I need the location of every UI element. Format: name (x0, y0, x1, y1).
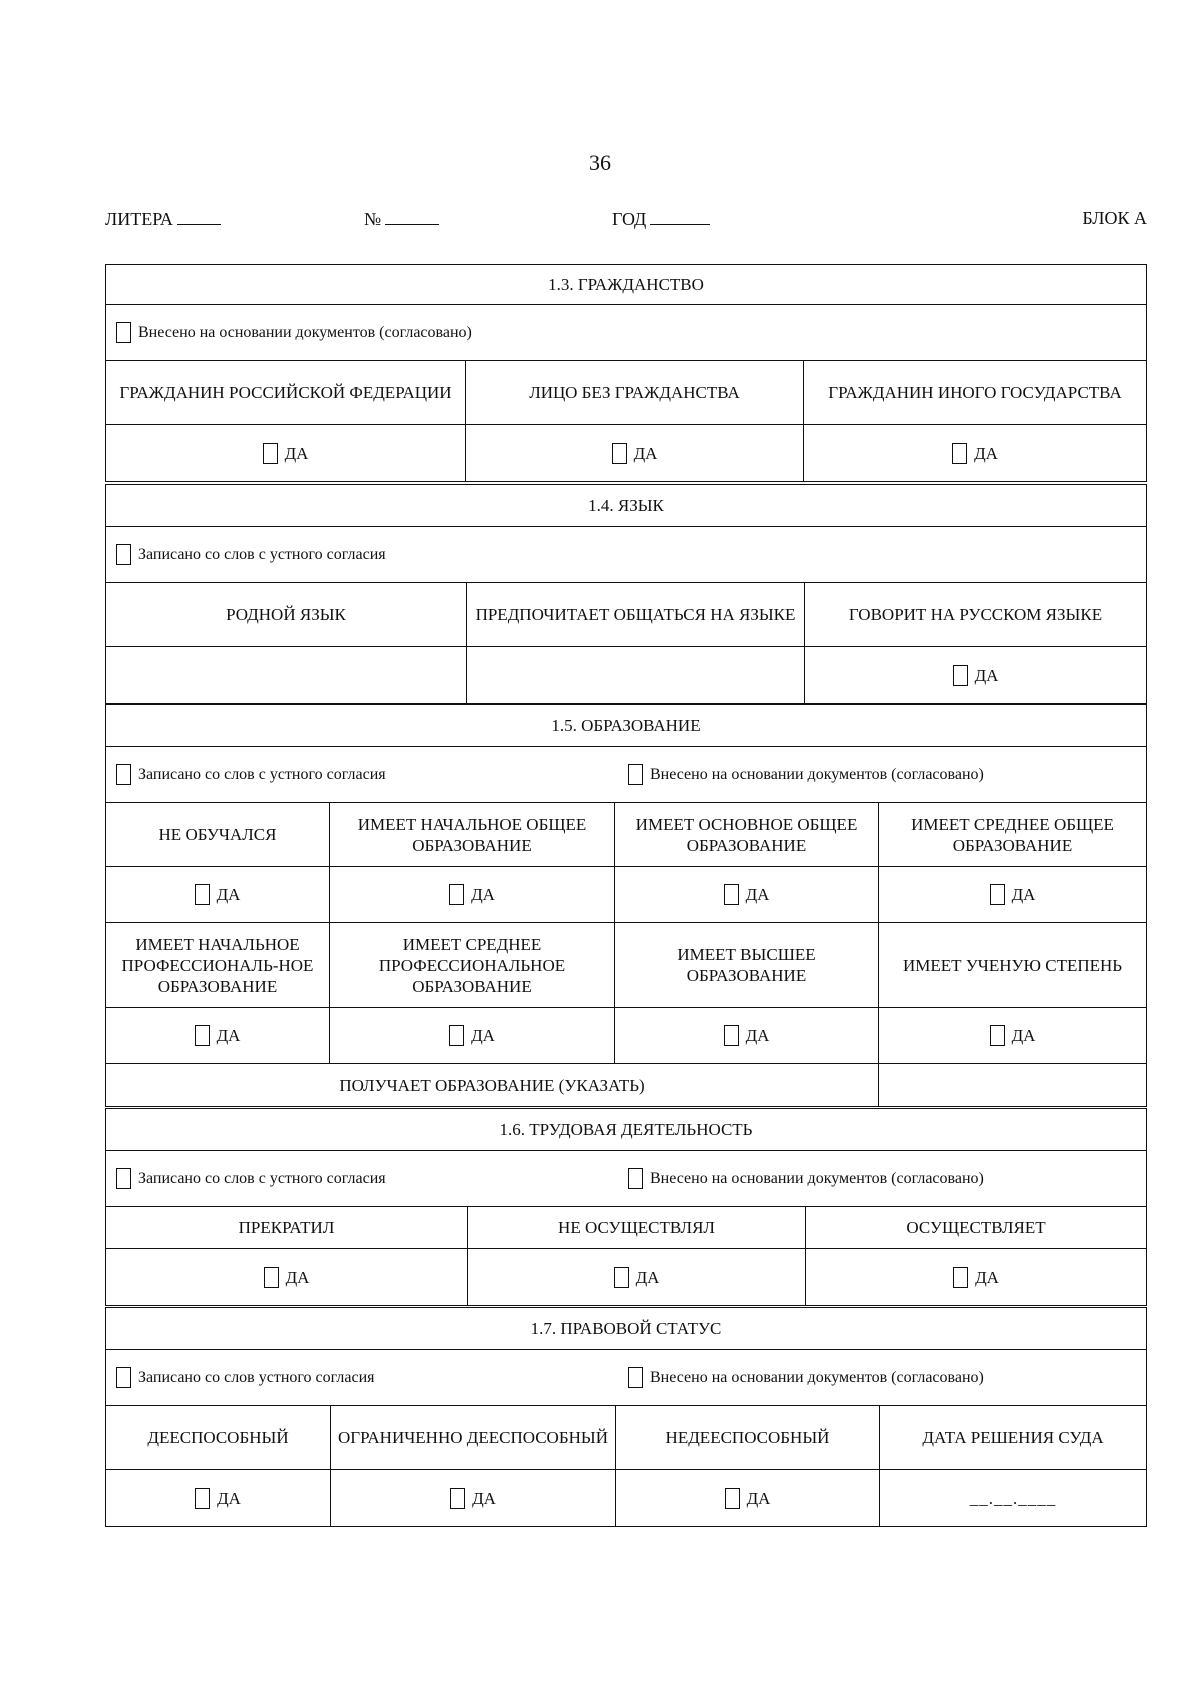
litera-blank[interactable] (177, 208, 221, 225)
checkbox-icon[interactable] (116, 1367, 131, 1388)
checkbox-icon[interactable] (195, 1025, 210, 1046)
checkbox-icon[interactable] (990, 1025, 1005, 1046)
yes-label: ДА (633, 443, 658, 463)
col-incapable: НЕДЕЕСПОСОБНЫЙ (616, 1406, 880, 1469)
yes-checkbox-working[interactable] (953, 1267, 999, 1288)
yes-checkbox-stateless[interactable] (612, 443, 658, 464)
yes-label: ДА (746, 1488, 771, 1508)
col-preferred-language: ПРЕДПОЧИТАЕТ ОБЩАТЬСЯ НА ЯЗЫКЕ (467, 583, 805, 646)
employment-section (105, 1108, 1147, 1306)
legal-status-title: 1.7. ПРАВОВОЙ СТАТУС (530, 1319, 722, 1338)
checkbox-icon[interactable] (614, 1267, 629, 1288)
checkbox-icon[interactable] (116, 544, 131, 565)
education-oral-note[interactable] (116, 764, 628, 785)
checkbox-icon[interactable] (952, 443, 967, 464)
citizenship-section (105, 264, 1147, 482)
yes-checkbox-higher[interactable] (724, 1025, 770, 1046)
language-title: 1.4. ЯЗЫК (588, 496, 664, 515)
yes-label: ДА (745, 885, 770, 904)
checkbox-icon[interactable] (116, 764, 131, 785)
col-secondary-general: ИМЕЕТ СРЕДНЕЕ ОБЩЕЕ ОБРАЗОВАНИЕ (911, 814, 1114, 855)
yes-checkbox-foreign[interactable] (952, 443, 998, 464)
legal-oral-note[interactable] (116, 1367, 628, 1388)
checkbox-icon[interactable] (724, 1025, 739, 1046)
yes-label: ДА (1011, 1026, 1036, 1045)
year-field[interactable] (612, 208, 710, 230)
col-primary-vocational: ИМЕЕТ НАЧАЛЬНОЕ ПРОФЕССИОНАЛЬ-НОЕ ОБРАЗОВАНИЕ (106, 923, 330, 1007)
col-native-language: РОДНОЙ ЯЗЫК (106, 583, 467, 646)
yes-checkbox-degree[interactable] (990, 1025, 1036, 1046)
col-ceased: ПРЕКРАТИЛ (106, 1207, 468, 1248)
checkbox-icon[interactable] (612, 443, 627, 464)
checkbox-icon[interactable] (195, 1488, 210, 1509)
col-academic-degree: ИМЕЕТ УЧЕНУЮ СТЕПЕНЬ (902, 955, 1123, 975)
language-section (105, 484, 1147, 704)
citizenship-docs-note[interactable] (106, 305, 1146, 360)
legal-oral-label: Записано со слов устного согласия (138, 1369, 375, 1386)
yes-checkbox-rf[interactable] (263, 443, 309, 464)
employment-title: 1.6. ТРУДОВАЯ ДЕЯТЕЛЬНОСТЬ (499, 1120, 753, 1139)
col-rf-citizen: ГРАЖДАНИН РОССИЙСКОЙ ФЕДЕРАЦИИ (106, 361, 466, 424)
checkbox-icon[interactable] (449, 1025, 464, 1046)
checkbox-icon[interactable] (725, 1488, 740, 1509)
yes-checkbox-limited[interactable] (450, 1488, 496, 1509)
yes-checkbox-capable[interactable] (195, 1488, 241, 1509)
education-docs-label: Внесено на основании документов (согласовано) (650, 766, 984, 783)
language-oral-note[interactable] (106, 527, 1146, 582)
yes-label: ДА (974, 443, 998, 463)
education-title: 1.5. ОБРАЗОВАНИЕ (551, 716, 701, 735)
checkbox-icon[interactable] (116, 1168, 131, 1189)
checkbox-icon[interactable] (953, 665, 968, 686)
col-secondary-vocational: ИМЕЕТ СРЕДНЕЕ ПРОФЕССИОНАЛЬНОЕ ОБРАЗОВАНИЕ (330, 923, 615, 1007)
col-basic-general: ИМЕЕТ ОСНОВНОЕ ОБЩЕЕ ОБРАЗОВАНИЕ (615, 803, 879, 866)
yes-checkbox-no-education[interactable] (195, 884, 241, 905)
employment-docs-note[interactable] (628, 1168, 1140, 1189)
checkbox-icon[interactable] (628, 1367, 643, 1388)
receiving-education-input[interactable] (879, 1064, 1146, 1106)
number-label: № (364, 209, 382, 229)
yes-label: ДА (285, 1267, 310, 1287)
yes-label: ДА (216, 1026, 241, 1045)
legal-status-section (105, 1307, 1147, 1527)
language-oral-label: Записано со слов с устного согласия (138, 546, 386, 563)
year-label: ГОД (612, 209, 647, 229)
yes-checkbox-ceased[interactable] (264, 1267, 310, 1288)
yes-checkbox-incapable[interactable] (725, 1488, 771, 1509)
col-working: ОСУЩЕСТВЛЯЕТ (906, 1218, 1046, 1237)
yes-checkbox-russian[interactable] (953, 665, 999, 686)
receiving-education-label: ПОЛУЧАЕТ ОБРАЗОВАНИЕ (УКАЗАТЬ) (106, 1064, 879, 1106)
education-section (105, 704, 1147, 1107)
litera-field[interactable] (105, 208, 221, 230)
checkbox-icon[interactable] (449, 884, 464, 905)
court-date-input[interactable]: __.__.____ (969, 1488, 1057, 1508)
checkbox-icon[interactable] (264, 1267, 279, 1288)
employment-oral-label: Записано со слов с устного согласия (138, 1170, 386, 1187)
yes-label: ДА (284, 443, 309, 463)
yes-checkbox-basic-general[interactable] (724, 884, 770, 905)
education-docs-note[interactable] (628, 764, 1140, 785)
yes-label: ДА (975, 1267, 999, 1287)
legal-docs-label: Внесено на основании документов (согласовано) (650, 1369, 984, 1386)
checkbox-icon[interactable] (195, 884, 210, 905)
citizenship-docs-label: Внесено на основании документов (согласовано) (138, 324, 472, 341)
yes-label: ДА (217, 1488, 241, 1508)
employment-docs-label: Внесено на основании документов (согласовано) (650, 1170, 984, 1187)
checkbox-icon[interactable] (116, 322, 131, 343)
col-speaks-russian: ГОВОРИТ НА РУССКОМ ЯЗЫКЕ (848, 605, 1103, 624)
col-higher-education: ИМЕЕТ ВЫСШЕЕ ОБРАЗОВАНИЕ (615, 923, 879, 1007)
preferred-language-input[interactable] (467, 647, 805, 703)
litera-label: ЛИТЕРА (105, 209, 173, 229)
checkbox-icon[interactable] (724, 884, 739, 905)
col-court-date: ДАТА РЕШЕНИЯ СУДА (922, 1428, 1104, 1447)
yes-label: ДА (471, 885, 495, 904)
citizenship-title: 1.3. ГРАЖДАНСТВО (548, 275, 704, 294)
checkbox-icon[interactable] (628, 1168, 643, 1189)
yes-checkbox-never-worked[interactable] (614, 1267, 660, 1288)
legal-docs-note[interactable] (628, 1367, 1140, 1388)
yes-label: ДА (216, 885, 241, 904)
employment-oral-note[interactable] (116, 1168, 628, 1189)
col-stateless: ЛИЦО БЕЗ ГРАЖДАНСТВА (466, 361, 804, 424)
yes-label: ДА (635, 1267, 660, 1287)
year-blank[interactable] (650, 208, 710, 225)
col-never-worked: НЕ ОСУЩЕСТВЛЯЛ (468, 1207, 806, 1248)
education-oral-label: Записано со слов с устного согласия (138, 766, 386, 783)
block-label: БЛОК А (1082, 208, 1147, 228)
yes-label: ДА (472, 1488, 496, 1508)
yes-checkbox-secondary-general[interactable] (990, 884, 1036, 905)
page-number: 36 (589, 150, 611, 175)
yes-label: ДА (745, 1026, 770, 1045)
number-field[interactable] (364, 208, 439, 230)
checkbox-icon[interactable] (263, 443, 278, 464)
checkbox-icon[interactable] (628, 764, 643, 785)
col-foreign-citizen: ГРАЖДАНИН ИНОГО ГОСУДАРСТВА (828, 383, 1122, 402)
yes-checkbox-primary-vocational[interactable] (195, 1025, 241, 1046)
yes-checkbox-secondary-vocational[interactable] (449, 1025, 495, 1046)
checkbox-icon[interactable] (953, 1267, 968, 1288)
col-no-education: НЕ ОБУЧАЛСЯ (106, 803, 330, 866)
checkbox-icon[interactable] (450, 1488, 465, 1509)
col-limited-capable: ОГРАНИЧЕННО ДЕЕСПОСОБНЫЙ (331, 1406, 616, 1469)
checkbox-icon[interactable] (990, 884, 1005, 905)
number-blank[interactable] (385, 208, 439, 225)
yes-label: ДА (974, 665, 999, 685)
native-language-input[interactable] (106, 647, 467, 703)
col-capable: ДЕЕСПОСОБНЫЙ (106, 1406, 331, 1469)
yes-label: ДА (471, 1026, 495, 1045)
yes-label: ДА (1011, 885, 1036, 904)
col-primary-general: ИМЕЕТ НАЧАЛЬНОЕ ОБЩЕЕ ОБРАЗОВАНИЕ (330, 803, 615, 866)
yes-checkbox-primary-general[interactable] (449, 884, 495, 905)
